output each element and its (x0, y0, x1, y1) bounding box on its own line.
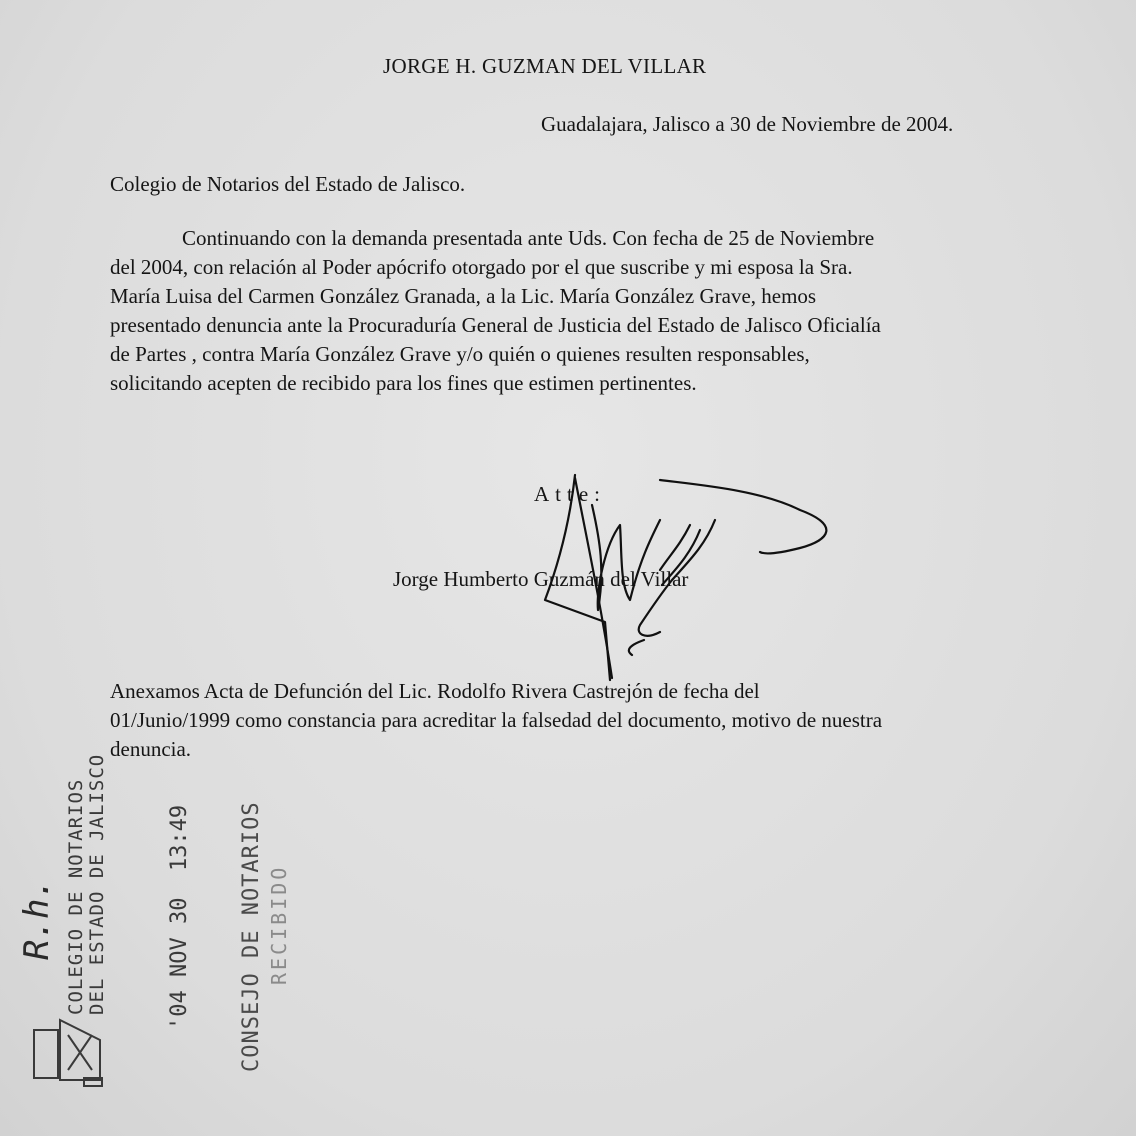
stamp-org-line2: DEL ESTADO DE JALISCO (86, 753, 108, 1015)
annex-line: denuncia. (110, 737, 192, 761)
body-line: Continuando con la demanda presentada ante Uds. Con fecha de 25 de Noviembre (182, 226, 875, 250)
place-and-date: Guadalajara, Jalisco a 30 de Noviembre de 2004. (541, 112, 954, 136)
letterhead-name: JORGE H. GUZMAN DEL VILLAR (383, 54, 707, 78)
stamp-council-line2: RECIBIDO (267, 864, 291, 985)
annex-line: Anexamos Acta de Defunción del Lic. Rodolfo Rivera Castrejón de fecha del (110, 679, 760, 703)
closing-salutation: Atte: (534, 482, 606, 506)
body-line: presentado denuncia ante la Procuraduría General de Justicia del Estado de Jalisco Oficialía (110, 313, 881, 337)
handwritten-initials: R.h. (17, 878, 57, 960)
body-line: María Luisa del Carmen González Granada, a la Lic. María González Grave, hemos (110, 284, 817, 308)
signer-name: Jorge Humberto Guzmán del Villar (393, 567, 689, 591)
annex-line: 01/Junio/1999 como constancia para acreditar la falsedad del documento, motivo de nuestra (110, 708, 883, 732)
stamp-org-line1: COLEGIO DE NOTARIOS (65, 778, 87, 1015)
addressee: Colegio de Notarios del Estado de Jalisco. (110, 172, 466, 196)
body-line: de Partes , contra María González Grave y/o quién o quienes resulten responsables, (110, 342, 810, 366)
notary-seal-icon (34, 1020, 102, 1086)
stamp-council-line1: CONSEJO DE NOTARIOS (239, 801, 264, 1072)
stamp-received-datetime: '04 NOV 30 13:49 (167, 804, 192, 1030)
body-line: solicitando acepten de recibido para los fines que estimen pertinentes. (110, 371, 697, 395)
body-line: del 2004, con relación al Poder apócrifo otorgado por el que suscribe y mi esposa la Sra. (110, 255, 853, 279)
